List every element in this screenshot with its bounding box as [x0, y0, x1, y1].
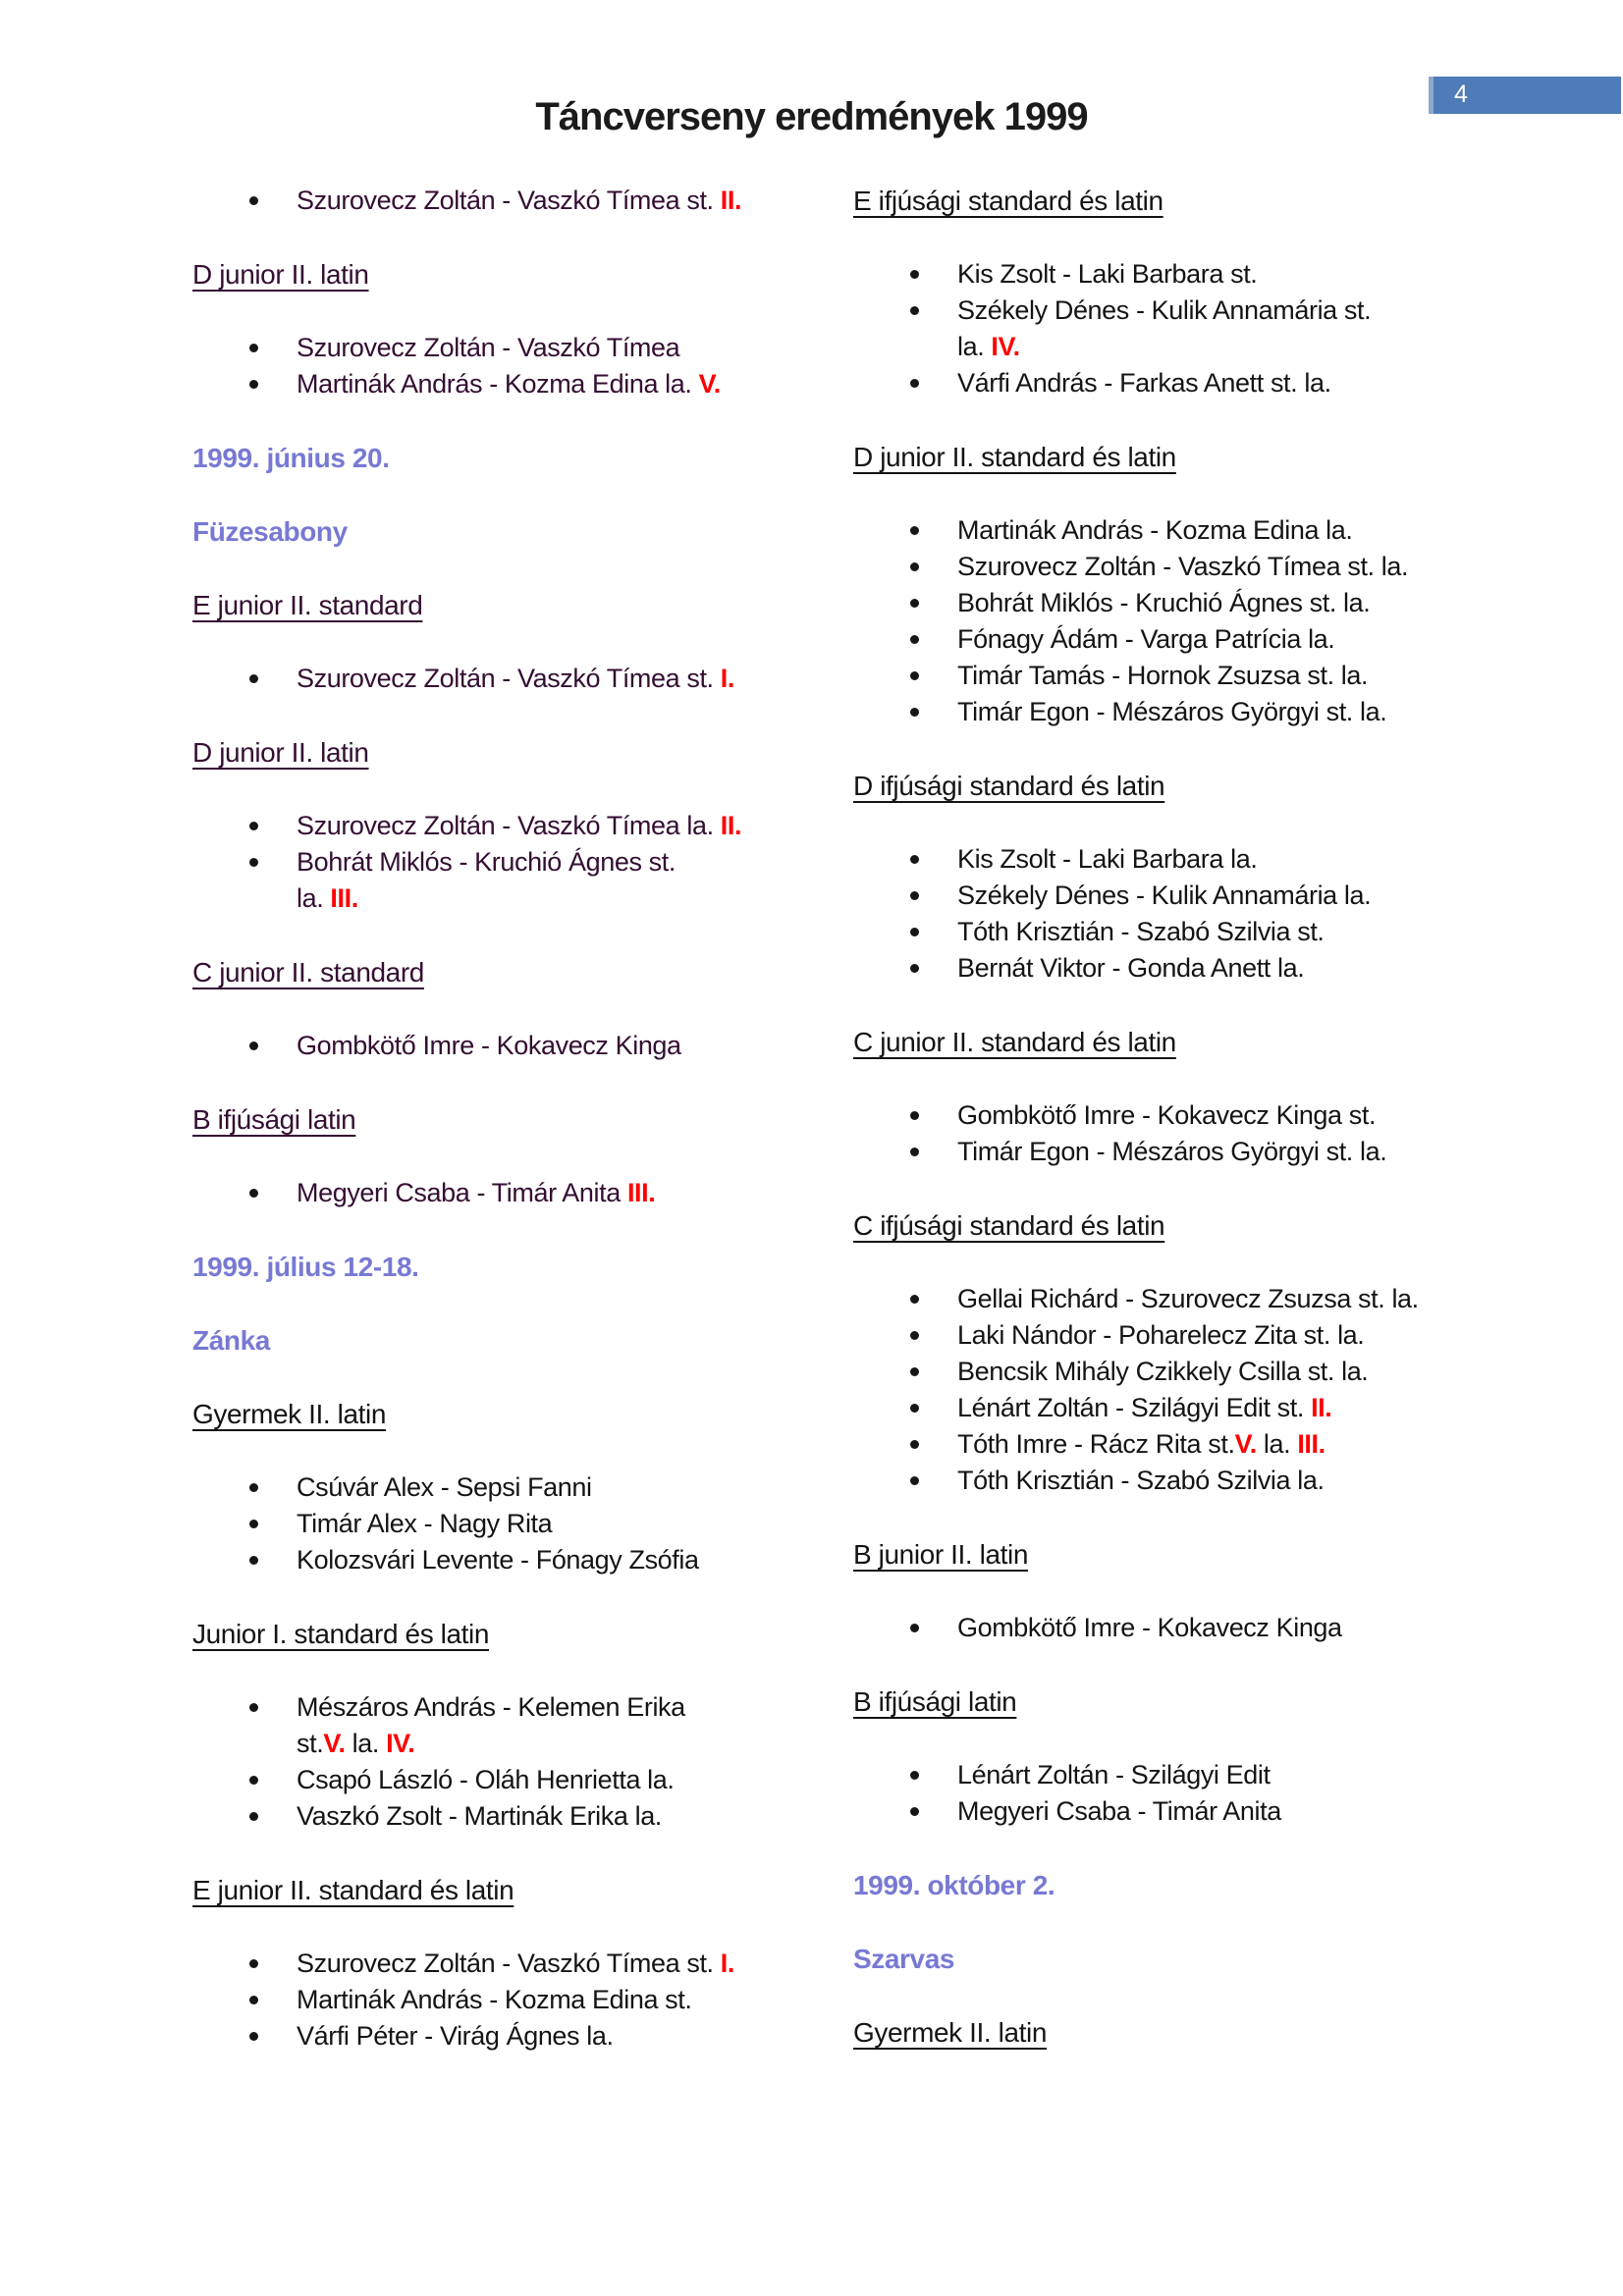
- result-item: [192, 1689, 805, 1762]
- result-item: [853, 1610, 1466, 1646]
- result-item: [192, 1469, 805, 1506]
- result-item: [853, 621, 1466, 658]
- event-date: 1999. október 2.: [853, 1870, 1055, 1900]
- couple-names-text: Szurovecz Zoltán - Vaszkó Tímea st. la.: [957, 552, 1409, 581]
- result-item: [853, 549, 1466, 585]
- couple-names-text: Szurovecz Zoltán - Vaszkó Tímea la.: [297, 811, 721, 840]
- couple-names-text: Kis Zsolt - Laki Barbara la.: [957, 844, 1258, 874]
- results-list: [853, 1610, 1466, 1646]
- results-list: [853, 512, 1466, 730]
- event-location: Füzesabony: [192, 516, 348, 547]
- placement-numeral: II.: [720, 186, 742, 215]
- category-heading: Gyermek II. latin: [192, 1399, 387, 1429]
- result-item: [192, 661, 805, 697]
- couple-names-text: Csúvár Alex - Sepsi Fanni: [297, 1472, 592, 1502]
- results-list: [192, 808, 805, 917]
- results-list: [853, 841, 1466, 987]
- result-item: [192, 1506, 805, 1542]
- placement-numeral: I.: [720, 1949, 734, 1978]
- result-item: [853, 1317, 1466, 1354]
- category-heading: E junior II. standard: [192, 590, 423, 620]
- category-heading: D junior II. standard és latin: [853, 442, 1176, 472]
- couple-names-text: Gombkötő Imre - Kokavecz Kinga: [957, 1613, 1342, 1642]
- result-item: [192, 844, 805, 917]
- couple-names-text: Kis Zsolt - Laki Barbara st.: [957, 259, 1258, 289]
- placement-numeral: II.: [720, 811, 742, 840]
- couple-names-text: Bohrát Miklós - Kruchió Ágnes st.: [297, 847, 676, 877]
- result-item: [853, 512, 1466, 549]
- result-item: [853, 256, 1466, 293]
- couple-names-text: Szurovecz Zoltán - Vaszkó Tímea st.: [297, 1949, 721, 1978]
- couple-names-text: Bencsik Mihály Czikkely Csilla st. la.: [957, 1357, 1369, 1386]
- result-item: [853, 1281, 1466, 1317]
- result-item: [853, 950, 1466, 987]
- result-item: [192, 1762, 805, 1798]
- couple-names-text: Martinák András - Kozma Edina la.: [957, 515, 1353, 545]
- result-item: [192, 183, 805, 219]
- event-date: 1999. július 12-18.: [192, 1252, 419, 1282]
- couple-names-text: Lénárt Zoltán - Szilágyi Edit st.: [957, 1393, 1312, 1422]
- result-item: [853, 658, 1466, 694]
- couple-names-text: Timár Egon - Mészáros Györgyi st. la.: [957, 1137, 1387, 1166]
- placement-numeral: III.: [330, 883, 358, 913]
- category-heading: C junior II. standard és latin: [853, 1027, 1176, 1057]
- results-list: [192, 1469, 805, 1578]
- category-heading: C junior II. standard: [192, 957, 424, 988]
- couple-names-text: Csapó László - Oláh Henrietta la.: [297, 1765, 675, 1794]
- result-item: [192, 1175, 805, 1211]
- result-item: [853, 1354, 1466, 1390]
- couple-names-text: Tóth Imre - Rácz Rita st.: [957, 1429, 1235, 1459]
- couple-names-text: Timár Alex - Nagy Rita: [297, 1509, 553, 1538]
- results-list: [853, 1281, 1466, 1499]
- placement-numeral: II.: [1311, 1393, 1332, 1422]
- category-heading: Junior I. standard és latin: [192, 1619, 490, 1649]
- results-list: [853, 1757, 1466, 1830]
- couple-names-text: Szurovecz Zoltán - Vaszkó Tímea st.: [297, 186, 721, 215]
- couple-names-text: Martinák András - Kozma Edina st.: [297, 1985, 692, 2014]
- category-heading: B ifjúsági latin: [853, 1686, 1017, 1717]
- couple-names-text: Várfi Péter - Virág Ágnes la.: [297, 2021, 614, 2051]
- category-heading: B ifjúsági latin: [192, 1104, 356, 1135]
- couple-names-text: Megyeri Csaba - Timár Anita: [957, 1796, 1281, 1826]
- result-item: [192, 2018, 805, 2055]
- results-list: [853, 1097, 1466, 1170]
- placement-numeral: I.: [720, 664, 734, 693]
- result-item: [853, 878, 1466, 914]
- couple-names-text: Kolozsvári Levente - Fónagy Zsófia: [297, 1545, 699, 1575]
- placement-numeral: III.: [1297, 1429, 1325, 1459]
- couple-names-text: Székely Dénes - Kulik Annamária st.: [957, 295, 1372, 325]
- event-location: Zánka: [192, 1325, 270, 1356]
- result-item: [192, 1798, 805, 1835]
- results-list: [192, 1689, 805, 1835]
- results-list: [192, 330, 805, 402]
- result-item: [192, 1982, 805, 2018]
- result-item: [853, 293, 1466, 365]
- couple-names-text: st.: [297, 1729, 324, 1758]
- result-item: [853, 585, 1466, 621]
- result-item: [853, 694, 1466, 730]
- result-item: [192, 1946, 805, 1982]
- result-item: [192, 1028, 805, 1064]
- result-item: [853, 365, 1466, 401]
- page-number-box: [1429, 77, 1621, 114]
- results-list: [192, 1175, 805, 1211]
- placement-numeral: V.: [323, 1729, 346, 1758]
- couple-names-text: la.: [1256, 1429, 1298, 1459]
- placement-numeral: IV.: [991, 332, 1020, 361]
- couple-names-text: Gombkötő Imre - Kokavecz Kinga: [297, 1031, 681, 1060]
- result-item: [853, 1463, 1466, 1499]
- result-item: [853, 1757, 1466, 1793]
- couple-names-text: la.: [957, 332, 992, 361]
- couple-names-text: Tóth Krisztián - Szabó Szilvia st.: [957, 917, 1325, 946]
- couple-names-text: la.: [297, 883, 331, 913]
- page-title: Táncverseny eredmények 1999: [535, 94, 1088, 138]
- couple-names-text: Gombkötő Imre - Kokavecz Kinga st.: [957, 1100, 1377, 1130]
- result-item: [853, 914, 1466, 950]
- category-heading: Gyermek II. latin: [853, 2017, 1048, 2048]
- couple-names-text: Mészáros András - Kelemen Erika: [297, 1692, 685, 1722]
- couple-names-text: Timár Egon - Mészáros Györgyi st. la.: [957, 697, 1387, 726]
- category-heading: E junior II. standard és latin: [192, 1875, 514, 1905]
- couple-names-text: Laki Nándor - Poharelecz Zita st. la.: [957, 1320, 1365, 1350]
- result-item: [853, 1793, 1466, 1830]
- couple-names-text: Fónagy Ádám - Varga Patrícia la.: [957, 624, 1335, 654]
- result-item: [853, 1097, 1466, 1134]
- category-heading: E ifjúsági standard és latin: [853, 186, 1163, 216]
- result-item: [853, 841, 1466, 878]
- couple-names-text: Szurovecz Zoltán - Vaszkó Tímea: [297, 333, 680, 362]
- couple-names-text: Tóth Krisztián - Szabó Szilvia la.: [957, 1466, 1325, 1495]
- column-left: [192, 183, 805, 2092]
- couple-names-text: Szurovecz Zoltán - Vaszkó Tímea st.: [297, 664, 721, 693]
- results-list: [192, 661, 805, 697]
- couple-names-text: Megyeri Csaba - Timár Anita: [297, 1178, 627, 1207]
- couple-names-text: Bernát Viktor - Gonda Anett la.: [957, 953, 1305, 983]
- couple-names-text: la.: [345, 1729, 387, 1758]
- couple-names-text: Vaszkó Zsolt - Martinák Erika la.: [297, 1801, 662, 1831]
- results-list: [853, 256, 1466, 401]
- result-item: [853, 1426, 1466, 1463]
- result-item: [192, 1542, 805, 1578]
- column-right: [853, 183, 1466, 2088]
- placement-numeral: V.: [698, 369, 721, 399]
- results-list: [192, 1028, 805, 1064]
- category-heading: C ifjúsági standard és latin: [853, 1210, 1165, 1241]
- category-heading: B junior II. latin: [853, 1539, 1028, 1570]
- couple-names-text: Székely Dénes - Kulik Annamária la.: [957, 881, 1372, 910]
- couple-names-text: Várfi András - Farkas Anett st. la.: [957, 368, 1331, 398]
- category-heading: D junior II. latin: [192, 737, 369, 768]
- category-heading: D junior II. latin: [192, 259, 369, 290]
- result-item: [853, 1134, 1466, 1170]
- event-location: Szarvas: [853, 1944, 955, 1974]
- results-list: [192, 183, 805, 219]
- couple-names-text: Lénárt Zoltán - Szilágyi Edit: [957, 1760, 1271, 1789]
- couple-names-text: Martinák András - Kozma Edina la.: [297, 369, 699, 399]
- category-heading: D ifjúsági standard és latin: [853, 771, 1165, 801]
- couple-names-text: Timár Tamás - Hornok Zsuzsa st. la.: [957, 661, 1369, 690]
- placement-numeral: V.: [1234, 1429, 1257, 1459]
- result-item: [192, 330, 805, 366]
- couple-names-text: Bohrát Miklós - Kruchió Ágnes st. la.: [957, 588, 1371, 617]
- results-list: [192, 1946, 805, 2055]
- result-item: [853, 1390, 1466, 1426]
- couple-names-text: Gellai Richárd - Szurovecz Zsuzsa st. la.: [957, 1284, 1419, 1313]
- result-item: [192, 808, 805, 844]
- placement-numeral: III.: [626, 1178, 656, 1207]
- page-number: 4: [1454, 80, 1468, 108]
- event-date: 1999. június 20.: [192, 443, 390, 473]
- result-item: [192, 366, 805, 402]
- placement-numeral: IV.: [386, 1729, 415, 1758]
